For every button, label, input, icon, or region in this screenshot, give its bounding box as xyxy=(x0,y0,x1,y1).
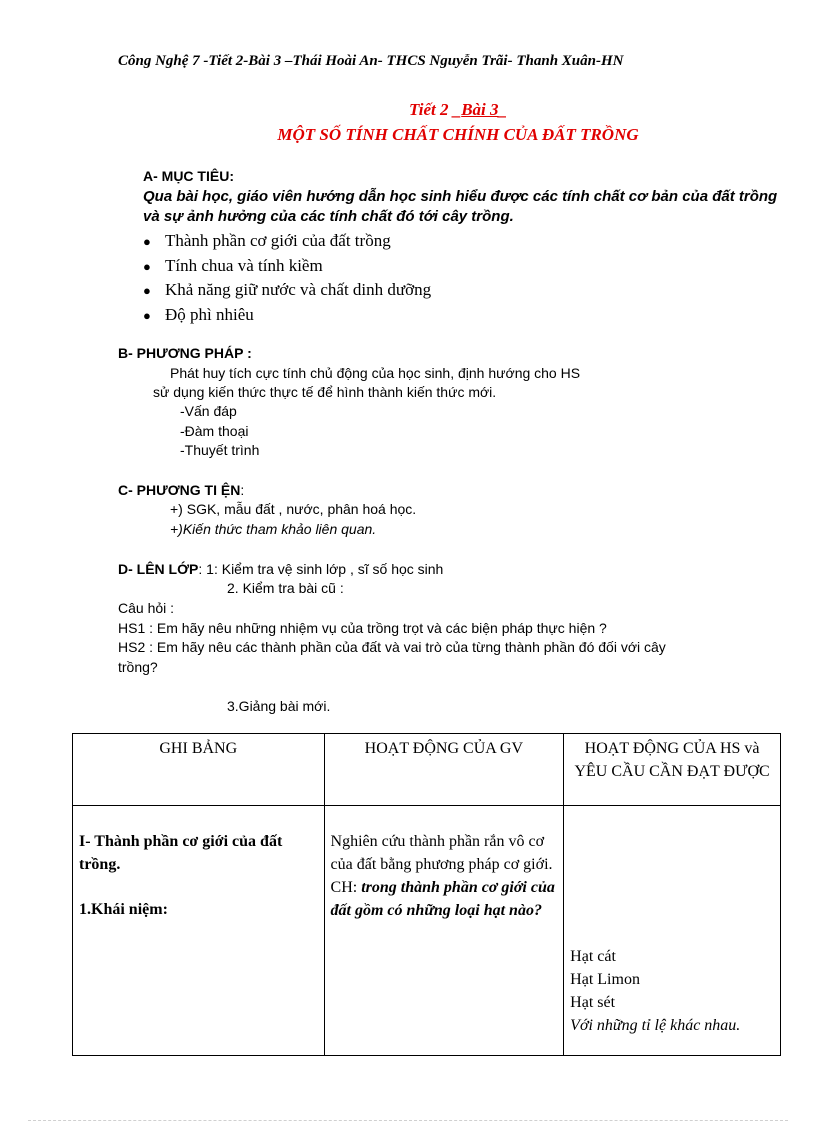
objectives-list xyxy=(143,229,431,327)
method-item: -Thuyết trình xyxy=(180,442,260,458)
list-item: Hạt cát xyxy=(570,948,616,965)
table-header-row xyxy=(73,734,781,806)
section-b-heading: B- PHƯƠNG PHÁP : xyxy=(118,345,252,361)
section-c-heading-colon: : xyxy=(240,482,245,498)
table-header: GHI BẢNG xyxy=(73,734,325,806)
lesson-period xyxy=(0,100,816,120)
bullet-icon: ● xyxy=(143,234,151,249)
lesson-table xyxy=(72,733,781,1056)
section-d-step1: : 1: Kiểm tra vệ sinh lớp , sĩ số học sinh xyxy=(198,561,444,577)
method-item: -Vấn đáp xyxy=(180,403,237,419)
concept-heading: 1.Khái niệm: xyxy=(79,901,168,918)
student-note: Với những tỉ lệ khác nhau. xyxy=(570,1017,741,1034)
page-divider xyxy=(28,1120,788,1121)
section-a-text: Qua bài học, giáo viên hướng dẫn học sinh hiểu được các tính chất cơ bản của đất trồng và sự ảnh hưởng của các tính chất đó tới cây trồng. xyxy=(143,188,778,225)
table-cell-notes xyxy=(73,806,325,1056)
list-item-text: Khả năng giữ nước và chất dinh dưỡng xyxy=(165,280,432,299)
table-header: HOẠT ĐỘNG CỦA GV xyxy=(324,734,564,806)
section-d-line xyxy=(118,561,443,577)
list-item-text: Độ phì nhiêu xyxy=(165,304,254,324)
teacher-question xyxy=(331,876,558,922)
list-item xyxy=(143,278,431,303)
list-item: Hạt sét xyxy=(570,994,616,1011)
lesson-suffix: _ xyxy=(498,100,508,119)
list-item: Hạt Limon xyxy=(570,971,640,988)
lesson-title: MỘT SỐ TÍNH CHẤT CHÍNH CỦA ĐẤT TRỒNG xyxy=(277,125,639,144)
questions-label: Câu hỏi : xyxy=(118,600,175,616)
table-cell-teacher xyxy=(324,806,564,1056)
period-prefix: Tiết 2 _ xyxy=(408,100,462,119)
teacher-intro: Nghiên cứu thành phần rắn vô cơ của đất bằng phương pháp cơ giới. xyxy=(330,833,553,873)
section-c-heading xyxy=(118,482,244,498)
section-b-line1: Phát huy tích cực tính chủ động của học sinh, định hướng cho HS xyxy=(170,365,581,381)
section-b-line2: sử dụng kiến thức thực tế để hình thành kiến thức mới. xyxy=(153,384,497,400)
page-header: Công Nghệ 7 -Tiết 2-Bài 3 –Thái Hoài An- THCS Nguyễn Trãi- Thanh Xuân-HN xyxy=(118,53,624,69)
section-d-heading: D- LÊN LỚP xyxy=(118,561,199,577)
list-item-text: Tính chua và tính kiềm xyxy=(165,255,323,275)
bullet-icon: ● xyxy=(143,258,151,274)
table-cell-student xyxy=(564,806,781,1056)
section-d-step2: 2. Kiểm tra bài cũ : xyxy=(227,580,344,596)
list-item xyxy=(143,254,431,279)
section-c-heading-text: C- PHƯƠNG TI ỆN xyxy=(118,482,241,498)
table-header: HOẠT ĐỘNG CỦA HS và YÊU CẦU CẦN ĐẠT ĐƯỢC xyxy=(564,734,781,806)
section-c-line2: +)Kiến thức tham khảo liên quan. xyxy=(170,521,377,537)
lesson-number: Bài 3 xyxy=(461,100,499,119)
question-label: CH: xyxy=(330,879,358,896)
list-item xyxy=(143,229,431,254)
bullet-icon: ● xyxy=(143,283,151,298)
section-d-step3: 3.Giảng bài mới. xyxy=(227,698,331,714)
question-hs2-line2: trồng? xyxy=(118,659,158,675)
question-text: trong thành phần cơ giới của đất gồm có những loại hạt nào? xyxy=(330,879,555,919)
question-hs2-line1: HS2 : Em hãy nêu các thành phần của đất và vai trò của từng thành phần đó đối với cây xyxy=(118,639,666,655)
method-item: -Đàm thoại xyxy=(180,423,249,439)
section-title: I- Thành phần cơ giới của đất trồng. xyxy=(79,833,283,873)
bullet-icon: ● xyxy=(143,307,151,323)
list-item xyxy=(143,303,431,328)
section-a-heading: A- MỤC TIÊU: xyxy=(143,168,234,184)
question-hs1: HS1 : Em hãy nêu những nhiệm vụ của trồng trọt và các biện pháp thực hiện ? xyxy=(118,620,607,636)
section-c-line1: +) SGK, mẫu đất , nước, phân hoá học. xyxy=(170,501,417,517)
table-row xyxy=(73,806,781,1056)
list-item-text: Thành phần cơ giới của đất trồng xyxy=(165,231,391,250)
